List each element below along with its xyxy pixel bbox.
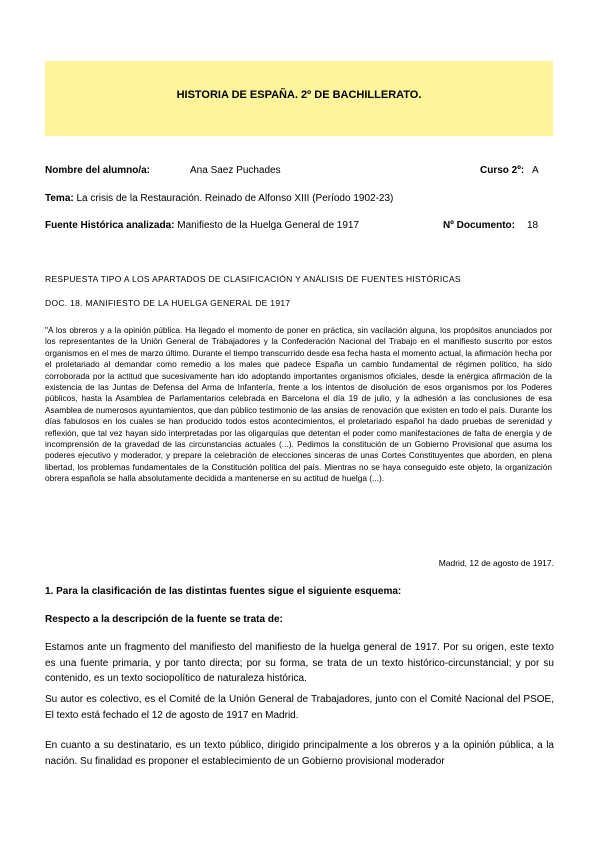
course-label: Curso 2º:	[480, 165, 525, 176]
document-title: HISTORIA DE ESPAÑA. 2º DE BACHILLERATO.	[176, 89, 422, 101]
source-value: Manifiesto de la Huelga General de 1917	[177, 220, 360, 231]
topic-value: La crisis de la Restauración. Reinado de Alfonso XIII (Período 1902-23)	[76, 193, 394, 204]
doc-number-label: Nº Documento:	[443, 220, 515, 231]
place-date: Madrid, 12 de agosto de 1917.	[438, 558, 554, 568]
student-name: Ana Saez Puchades	[190, 165, 281, 176]
topic-line	[45, 193, 393, 204]
paragraph-3: En cuanto a su destinatario, es un texto público, dirigido principalmente a los obreros y a la opinión pública, a la nación. Su finalidad es proponer el establecimiento de un Gobierno provisional moderador	[45, 740, 554, 767]
doc-number: 18	[527, 220, 539, 231]
student-name-label: Nombre del alumno/a:	[45, 165, 151, 176]
paragraph-1: Estamos ante un fragmento del manifiesto del manifiesto de la huelga general de 1917. Por su origen, este texto es una fuente primaria, y por tanto directa; por su forma, se trata de un texto histórico-circunstancial; y por su contenido, es un texto sociopolítico de naturaleza histórica.	[45, 642, 554, 684]
manifesto-quote: "A los obreros y a la opinión pública. Ha llegado el momento de poner en práctica, sin vacilación alguna, los propósitos anunciados por los representantes de la Unión General de Trabajadores y la Confederación Nacional del Trabajo en el manifiesto suscrito por estos organismos en el mes de marzo último. Durante el tiempo transcurrido desde esa fecha hasta el momento actual, la afirmación hecha por el proletariado al demandar como remedio a los males que padece España un cambio fundamental de régimen político, ha sido corroborada por la actitud que sucesivamente han ido adoptando importantes organismos oficiales, desde la enérgica afirmación de la existencia de las Juntas de Defensa del Arma de Infantería, frente a los intentos de disolución de esos organismos por los Poderes públicos, hasta la Asamblea de Parlamentarios celebrada en Barcelona el día 19 de julio, y la adhesión a las conclusiones de esa Asamblea de numerosos ayuntamientos, que dan público testimonio de las ansias de renovación que existen en todo el país. Durante los días fabulosos en los cuales se han producido todos estos acontecimientos, el proletariado español ha dado pruebas de serenidad y reflexión, que tal vez hayan sido interpretadas por las oligarquías que detentan el poder como manifestaciones de falta de energía y de incomprensión de la gravedad de las circunstancias actuales (...). Pedimos la constitución de un Gobierno Provisional que asuma los poderes ejecutivo y moderador, y prepare la celebración de elecciones sinceras de unas Cortes Constituyentes que aborden, en plena libertad, los problemas fundamentales de la Constitución política del país. Mientras no se haya conseguido este objeto, la organización obrera española se halla absolutamente decidida a mantenerse en su actitud de huelga (...).	[45, 325, 552, 484]
topic-label: Tema:	[45, 193, 74, 204]
section-heading: RESPUESTA TIPO A LOS APARTADOS DE CLASIFICACIÓN Y ANÁLISIS DE FUENTES HISTÓRICAS	[45, 274, 461, 284]
question-1: 1. Para la clasificación de las distintas fuentes sigue el siguiente esquema:	[45, 586, 402, 597]
paragraph-2: Su autor es colectivo, es el Comité de la Unión General de Trabajadores, junto con el Comité Nacional del PSOE, El texto está fechado el 12 de agosto de 1917 en Madrid.	[45, 694, 554, 721]
doc-heading: DOC. 18. MANIFIESTO DE LA HUELGA GENERAL DE 1917	[45, 298, 291, 308]
source-label: Fuente Histórica analizada:	[45, 220, 175, 231]
course-value: A	[532, 165, 539, 176]
subheading: Respecto a la descripción de la fuente se trata de:	[45, 614, 283, 625]
title-banner	[45, 61, 553, 136]
source-line	[45, 220, 359, 231]
